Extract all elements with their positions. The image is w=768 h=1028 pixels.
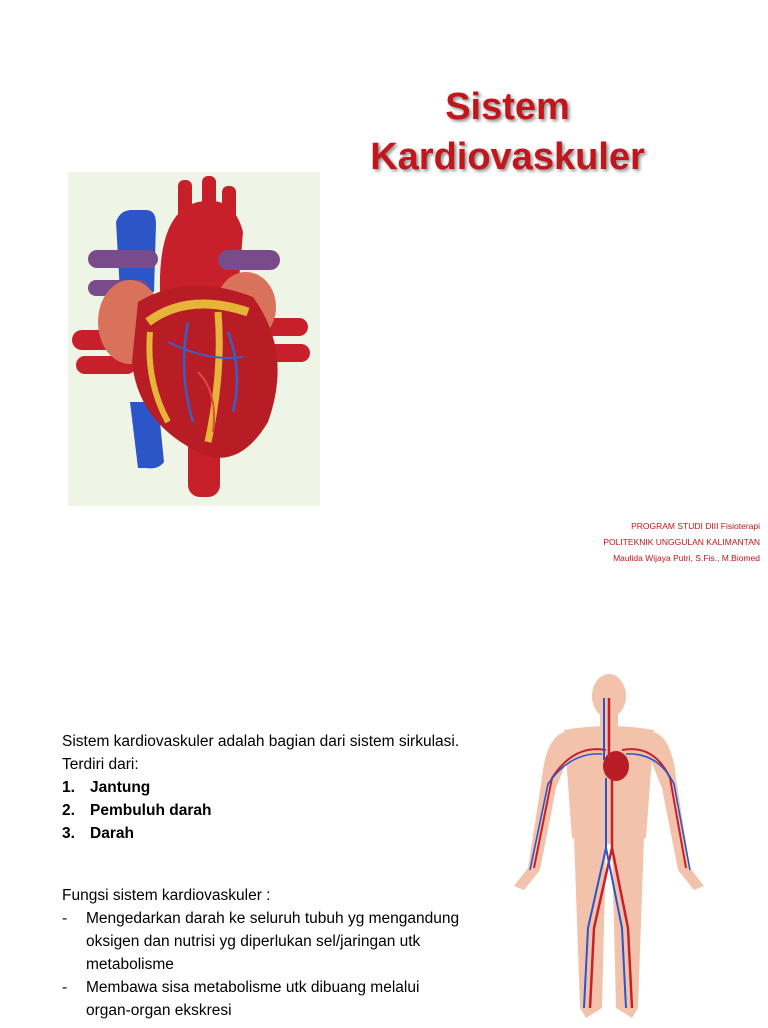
list-item	[62, 799, 211, 822]
list-item	[62, 907, 462, 976]
credit-author: Maulida Wijaya Putri, S.Fis., M.Biomed	[613, 553, 760, 563]
heart-illustration	[68, 172, 320, 506]
list-item	[62, 822, 211, 845]
list-label: Pembuluh darah	[90, 802, 212, 819]
bullet: -	[62, 910, 68, 927]
functions-list	[62, 907, 462, 1022]
list-label: Darah	[90, 825, 134, 842]
function-text: Membawa sisa metabolisme utk dibuang melalui organ-organ ekskresi	[86, 979, 420, 1019]
intro-paragraph: Sistem kardiovaskuler adalah bagian dari sistem sirkulasi. Terdiri dari:	[62, 733, 460, 773]
slide-title-heading	[300, 82, 715, 182]
title-line-2: Kardiovaskuler	[370, 136, 645, 178]
list-number: 2.	[62, 802, 75, 819]
list-item	[62, 976, 462, 1022]
functions-heading: Fungsi sistem kardiovaskuler :	[62, 887, 271, 904]
bullet: -	[62, 979, 68, 996]
circulatory-system-illustration	[494, 668, 724, 1024]
title-line-1: Sistem	[445, 86, 570, 128]
heart-icon	[68, 172, 320, 506]
human-body-icon	[494, 668, 724, 1024]
list-number: 3.	[62, 825, 75, 842]
credit-institution: POLITEKNIK UNGGULAN KALIMANTAN	[603, 537, 760, 547]
list-label: Jantung	[90, 779, 151, 796]
list-number: 1.	[62, 779, 75, 796]
components-list	[62, 776, 211, 845]
credit-program: PROGRAM STUDI DIII Fisioterapi	[631, 521, 760, 531]
function-text: Mengedarkan darah ke seluruh tubuh yg mengandung oksigen dan nutrisi yg diperlukan sel/jaringan utk metabolisme	[86, 910, 460, 973]
list-item	[62, 776, 211, 799]
